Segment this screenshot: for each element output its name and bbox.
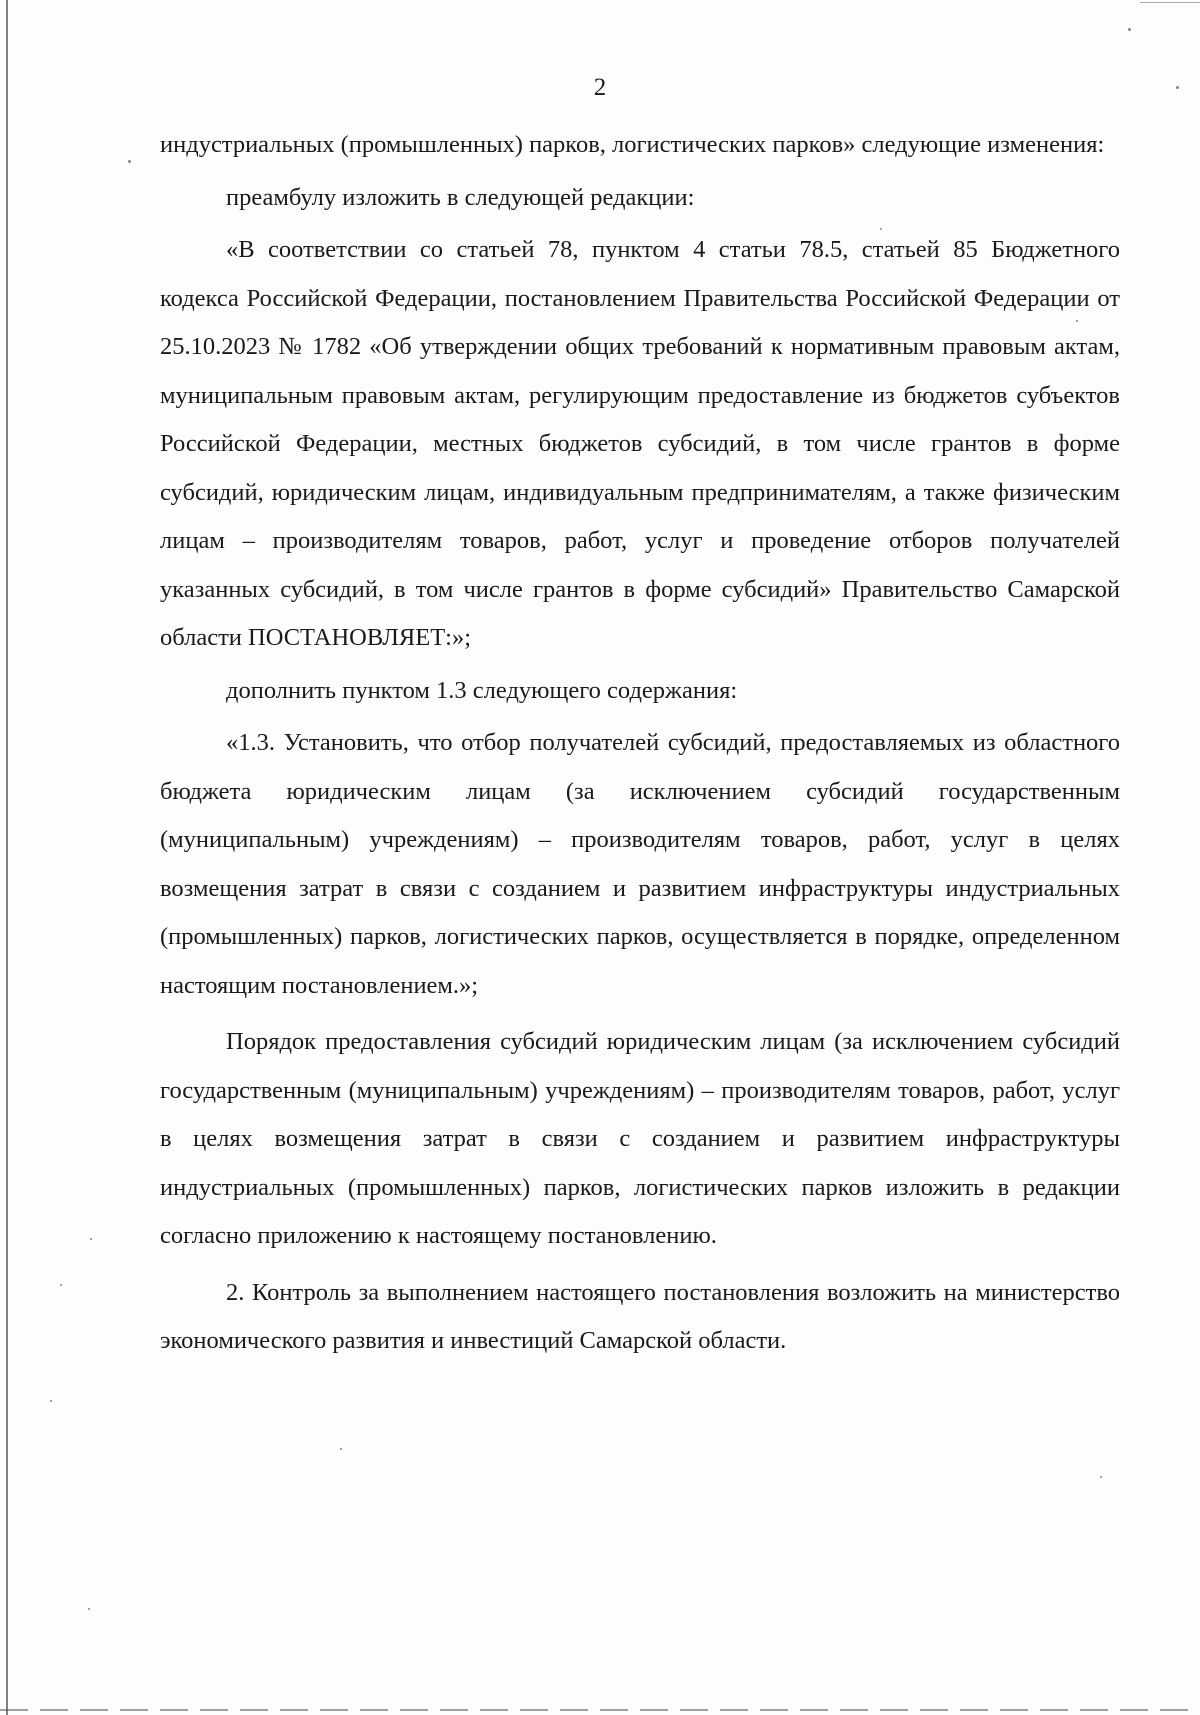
- paragraph-addition-instruction: дополнить пунктом 1.3 следующего содержания:: [226, 676, 738, 704]
- paragraph-intro: индустриальных (промышленных) парков, логистических парков» следующие изменения:: [160, 131, 1105, 158]
- scan-speck: [1100, 1476, 1102, 1478]
- scan-speck: [340, 1448, 342, 1450]
- scan-left-edge: [6, 0, 8, 1715]
- scan-bottom-edge: [0, 1709, 1200, 1711]
- scan-speck: [128, 160, 131, 163]
- paragraph-control: 2. Контроль за выполнением настоящего постановления возложить на министерство экономического развития и инвестиций Самарской области.: [160, 1278, 1120, 1354]
- scan-speck: [88, 1608, 90, 1610]
- paragraph-clause-1-3: «1.3. Установить, что отбор получателей субсидий, предоставляемых из областного бюджета юридическим лицам (за исключением субсидий государственным (муниципальным) учреждениям) – производителям товаров, работ, услуг в целях возмещения затрат в связи с созданием и развитием инфраструктуры индустриальных (промышленных) парков, логистических парков, осуществляется в порядке, определенном настоящим постановлением.»;: [160, 729, 1120, 999]
- paragraph-procedure: Порядок предоставления субсидий юридическим лицам (за исключением субсидий государственным (муниципальным) учреждениям) – производителям товаров, работ, услуг в целях возмещения затрат в связи с созданием и развитием инфраструктуры индустриальных (промышленных) парков, логистических парков изложить в редакции согласно приложению к настоящему постановлению.: [160, 1028, 1120, 1249]
- paragraph-preamble-instruction: преамбулу изложить в следующей редакции:: [226, 183, 695, 211]
- scan-speck: [1128, 28, 1131, 31]
- paragraph-preamble-text: «В соответствии со статьей 78, пунктом 4 статьи 78.5, статьей 85 Бюджетного кодекса Российской Федерации, постановлением Правительства Российской Федерации от 25.10.2023 № 1782 «Об утверждении общих требований к нормативным правовым актам, муниципальным правовым актам, регулирующим предоставление из бюджетов субъектов Российской Федерации, местных бюджетов субсидий, в том числе грантов в форме субсидий, юридическим лицам, индивидуальным предпринимателям, а также физическим лицам – производителям товаров, работ, услуг и проведение отборов получателей указанных субсидий, в том числе грантов в форме субсидий» Правительство Самарской области ПОСТАНОВЛЯЕТ:»;: [160, 236, 1120, 651]
- page-number: 2: [593, 74, 607, 101]
- scan-speck: [90, 1238, 92, 1240]
- scan-speck: [50, 1400, 52, 1402]
- document-body: [160, 121, 1120, 1366]
- scan-speck: [60, 1284, 62, 1286]
- scan-top-edge: [1140, 2, 1200, 3]
